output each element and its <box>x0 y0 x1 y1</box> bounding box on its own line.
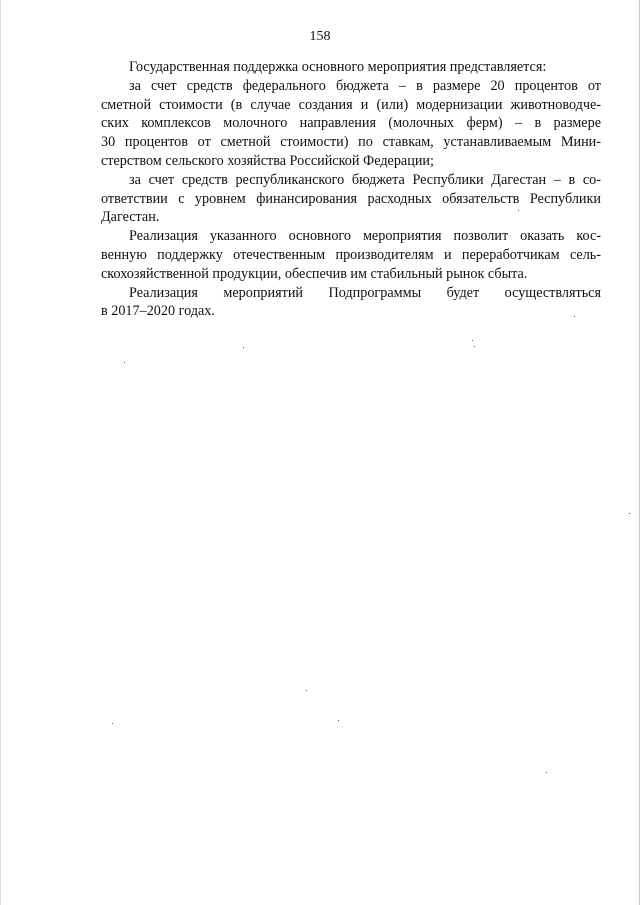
scan-speck <box>338 720 339 721</box>
text-line: Дагестан. <box>101 209 160 226</box>
scan-edge-left <box>0 0 1 905</box>
scan-speck <box>518 210 519 211</box>
text-line: в 2017–2020 годах. <box>101 303 215 320</box>
text-line: 30 процентов от сметной стоимости) по ставкам, устанавливаемым Мини- <box>101 134 601 151</box>
text-line: за счет средств федерального бюджета – в размере 20 процентов от <box>129 77 601 94</box>
scan-speck <box>124 362 125 363</box>
text-line: за счет средств республиканского бюджета Республики Дагестан – в со- <box>129 171 601 188</box>
text-line: ответствии с уровнем финансирования расходных обязательств Республики <box>101 190 601 207</box>
scan-speck <box>474 346 475 347</box>
text-line: стерством сельского хозяйства Российской Федерации; <box>101 152 434 169</box>
text-line: ских комплексов молочного направления (молочных ферм) – в размере <box>101 115 601 132</box>
scan-speck <box>472 340 473 341</box>
body-text <box>101 58 601 321</box>
scan-speck <box>629 513 630 514</box>
scan-speck <box>546 772 547 773</box>
text-line: скохозяйственной продукции, обеспечив им стабильный рынок сбыта. <box>101 265 528 282</box>
scan-speck <box>112 723 113 724</box>
text-line: Государственная поддержка основного мероприятия представляется: <box>129 59 547 75</box>
text-line: Реализация мероприятий Подпрограммы будет осуществляться <box>129 284 601 301</box>
scan-speck <box>574 316 575 317</box>
text-line: сметной стоимости (в случае создания и (или) модернизации животноводче- <box>101 96 601 113</box>
scan-speck <box>306 690 307 691</box>
text-line: Реализация указанного основного мероприятия позволит оказать кос- <box>129 228 601 245</box>
page-number: 158 <box>309 29 331 44</box>
scan-speck <box>243 347 244 348</box>
text-line: венную поддержку отечественным производителям и переработчикам сель- <box>101 246 601 263</box>
